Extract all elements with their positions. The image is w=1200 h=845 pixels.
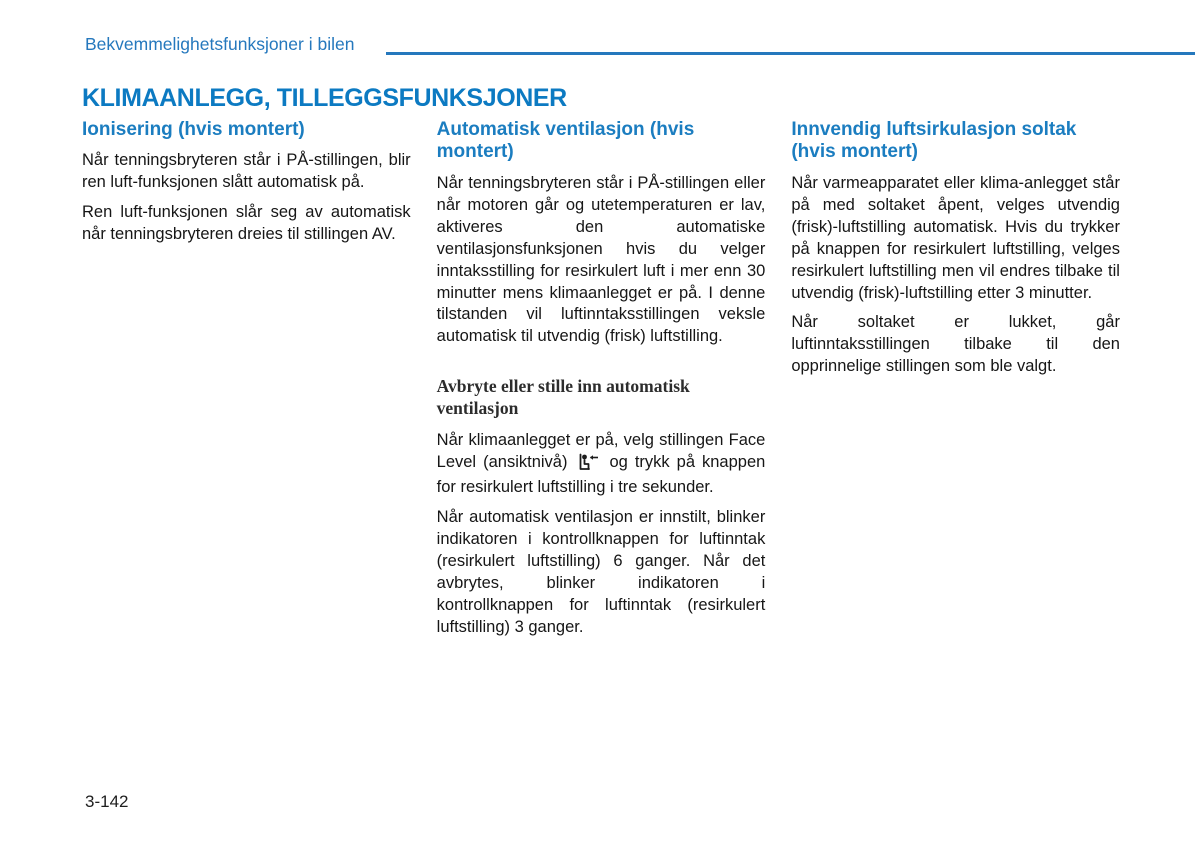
paragraph: Ren luft-funksjonen slår seg av automatisk når tenningsbryteren dreies til stillingen AV. xyxy=(82,203,411,244)
column-automatisk-ventilasjon xyxy=(437,119,766,647)
sub-heading: Avbryte eller stille inn automatisk ventilasjon xyxy=(436,376,690,419)
paragraph: Når varmeapparatet eller klima-anlegget står på med soltaket åpent, velges utvendig (frisk)-luftstilling automatisk. Hvis du trykker på knappen for resirkulert luftstilling, velges resirkulert luftstilling men vil endres tilbake til utvendig (frisk)-luftstilling etter 3 minutter. xyxy=(791,173,1120,302)
paragraph: Når tenningsbryteren står i PÅ-stillingen eller når motoren går og utetemperaturen er lav, aktiveres den automatiske ventilasjonsfunksjonen hvis du velger inntaksstilling for resirkulert luft i mer enn 30 minutter mens klimaanlegget er på. I denne tilstanden vil luftinntaksstillingen veksle automatisk til utvendig (frisk) luftstilling. xyxy=(436,173,766,346)
running-header xyxy=(85,34,1195,56)
page-title: KLIMAANLEGG, TILLEGGSFUNKSJONER xyxy=(82,84,567,112)
column-heading: Ionisering (hvis montert) xyxy=(82,119,305,140)
icon-paragraph-after: og trykk på knappen for resirkulert luftstilling i tre sekunder. xyxy=(436,453,766,496)
column-ionisering xyxy=(82,119,411,647)
paragraph-with-icon xyxy=(437,430,766,499)
paragraph: Når soltaket er lukket, går luftinntaksstillingen tilbake til den opprinnelige stillingen som ble valgt. xyxy=(791,313,1120,376)
section-header-text: Bekvemmelighetsfunksjoner i bilen xyxy=(85,34,355,54)
content-columns xyxy=(82,119,1120,647)
icon-paragraph-before: Når klimaanlegget er på, velg stillingen Face Level (ansiktnivå) xyxy=(436,431,766,471)
paragraph: Når automatisk ventilasjon er innstilt, blinker indikatoren i kontrollknappen for luftinntak (resirkulert luftstilling) 6 ganger. Når det avbrytes, blinker indikatoren i kontrollknappen for luftinntak (resirkulert luftstilling) 3 ganger. xyxy=(436,507,766,636)
column-heading: Innvendig luftsirkulasjon soltak (hvis montert) xyxy=(791,119,1077,163)
page-number: 3-142 xyxy=(85,792,129,811)
column-luftsirkulasjon-soltak xyxy=(791,119,1120,647)
header-rule xyxy=(386,52,1195,55)
column-heading: Automatisk ventilasjon (hvis montert) xyxy=(436,119,695,163)
face-level-vent-icon xyxy=(576,453,600,477)
paragraph: Når tenningsbryteren står i PÅ-stillingen, blir ren luft-funksjonen slått automatisk på. xyxy=(82,151,411,192)
